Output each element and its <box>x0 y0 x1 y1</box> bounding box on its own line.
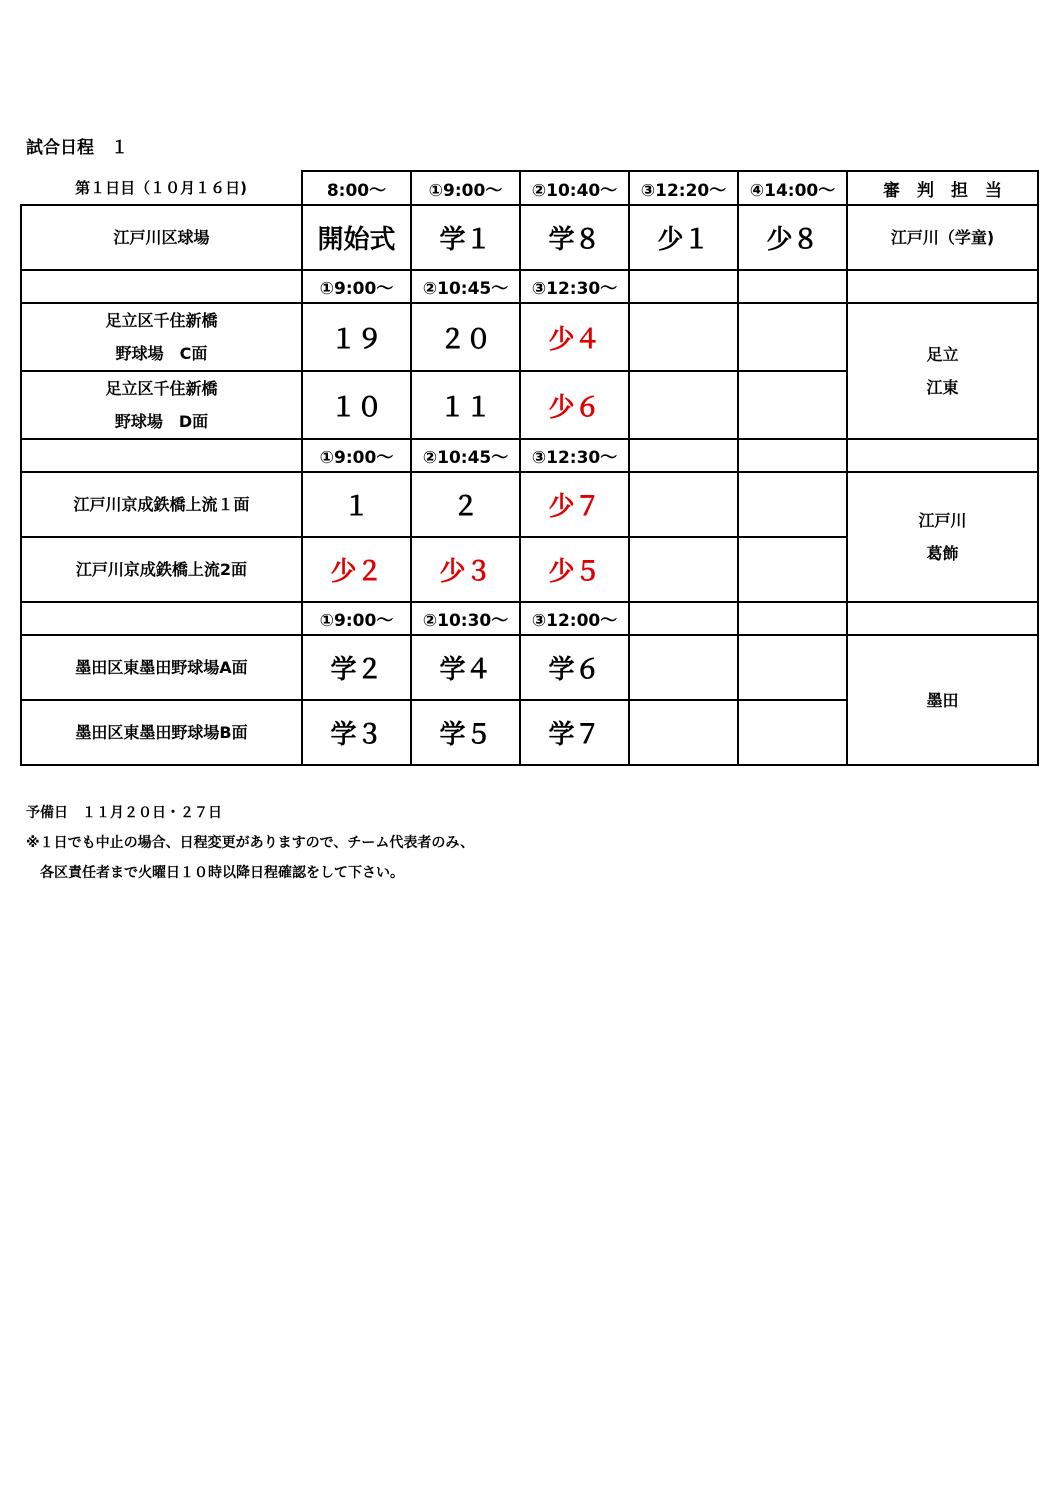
time-slot <box>629 602 738 635</box>
blank-cell <box>847 439 1038 472</box>
time-slot: ③12:30～ <box>520 439 629 472</box>
time-header-row <box>21 270 1038 303</box>
time-slot: ③12:00～ <box>520 602 629 635</box>
game-cell: 少７ <box>520 472 629 537</box>
reserve-day-note: 予備日 １１月２０日・２７日 <box>26 805 222 821</box>
game-cell: 学４ <box>411 635 520 700</box>
cancellation-note-continued: 各区責任者まで火曜日１０時以降日程確認をして下さい。 <box>26 865 404 881</box>
game-cell: 学２ <box>302 635 411 700</box>
referee-cell: 江戸川 葛飾 <box>847 472 1038 602</box>
time-slot <box>629 270 738 303</box>
game-cell: 学５ <box>411 700 520 765</box>
blank-cell <box>21 270 302 303</box>
game-cell <box>738 635 847 700</box>
time-slot <box>738 270 847 303</box>
venue-cell: 墨田区東墨田野球場A面 <box>21 635 302 700</box>
notes <box>26 798 474 888</box>
game-cell <box>738 472 847 537</box>
blank-cell <box>847 602 1038 635</box>
game-cell <box>738 303 847 371</box>
time-slot: ③12:20～ <box>629 171 738 205</box>
game-cell: １９ <box>302 303 411 371</box>
game-cell <box>738 371 847 439</box>
game-cell: 少４ <box>520 303 629 371</box>
game-cell: 少５ <box>520 537 629 602</box>
table-row <box>21 635 1038 700</box>
time-slot: ①9:00～ <box>411 171 520 205</box>
time-slot <box>629 439 738 472</box>
blank-cell <box>21 602 302 635</box>
time-slot: ②10:45～ <box>411 439 520 472</box>
game-cell: 少２ <box>302 537 411 602</box>
table-row <box>21 205 1038 270</box>
venue-cell: 江戸川京成鉄橋上流2面 <box>21 537 302 602</box>
day-label: 第１日目（１０月１６日) <box>75 179 247 197</box>
time-slot: 8:00～ <box>302 171 411 205</box>
game-cell: 学３ <box>302 700 411 765</box>
referee-cell: 足立 江東 <box>847 303 1038 439</box>
venue-cell: 墨田区東墨田野球場B面 <box>21 700 302 765</box>
time-slot: ②10:40～ <box>520 171 629 205</box>
time-slot <box>738 439 847 472</box>
time-header-row <box>21 171 1038 205</box>
referee-cell: 墨田 <box>847 635 1038 765</box>
game-cell <box>629 472 738 537</box>
game-cell: 学１ <box>411 205 520 270</box>
game-cell <box>629 303 738 371</box>
schedule-table <box>20 170 1039 766</box>
time-slot <box>738 602 847 635</box>
game-cell: 学８ <box>520 205 629 270</box>
game-cell <box>738 537 847 602</box>
game-cell: １ <box>302 472 411 537</box>
game-cell: ２０ <box>411 303 520 371</box>
time-slot: ②10:45～ <box>411 270 520 303</box>
time-slot: ①9:00～ <box>302 439 411 472</box>
game-cell: 学７ <box>520 700 629 765</box>
blank-cell <box>21 439 302 472</box>
time-slot: ①9:00～ <box>302 270 411 303</box>
game-cell <box>629 700 738 765</box>
game-cell: 学６ <box>520 635 629 700</box>
cancellation-note: ※１日でも中止の場合、日程変更がありますので、チーム代表者のみ、 <box>26 835 475 851</box>
time-slot: ②10:30～ <box>411 602 520 635</box>
page-title: 試合日程 １ <box>26 138 128 158</box>
blank-cell <box>847 270 1038 303</box>
time-slot: ③12:30～ <box>520 270 629 303</box>
table-row <box>21 303 1038 371</box>
time-header-row <box>21 602 1038 635</box>
time-slot: ④14:00～ <box>738 171 847 205</box>
game-cell: １０ <box>302 371 411 439</box>
game-cell <box>629 537 738 602</box>
game-cell: 開始式 <box>302 205 411 270</box>
venue-cell: 足立区千住新橋 野球場 C面 <box>21 303 302 371</box>
game-cell <box>629 635 738 700</box>
table-row <box>21 472 1038 537</box>
game-cell: 少６ <box>520 371 629 439</box>
venue-cell: 江戸川京成鉄橋上流１面 <box>21 472 302 537</box>
game-cell: 少１ <box>629 205 738 270</box>
game-cell: ２ <box>411 472 520 537</box>
game-cell <box>738 700 847 765</box>
referee-cell: 江戸川（学童) <box>847 205 1038 270</box>
venue-cell: 江戸川区球場 <box>21 205 302 270</box>
venue-cell: 足立区千住新橋 野球場 D面 <box>21 371 302 439</box>
game-cell: 少８ <box>738 205 847 270</box>
game-cell: １１ <box>411 371 520 439</box>
game-cell <box>629 371 738 439</box>
time-slot: ①9:00～ <box>302 602 411 635</box>
game-cell: 少３ <box>411 537 520 602</box>
time-header-row <box>21 439 1038 472</box>
referee-header: 審 判 担 当 <box>847 171 1038 205</box>
